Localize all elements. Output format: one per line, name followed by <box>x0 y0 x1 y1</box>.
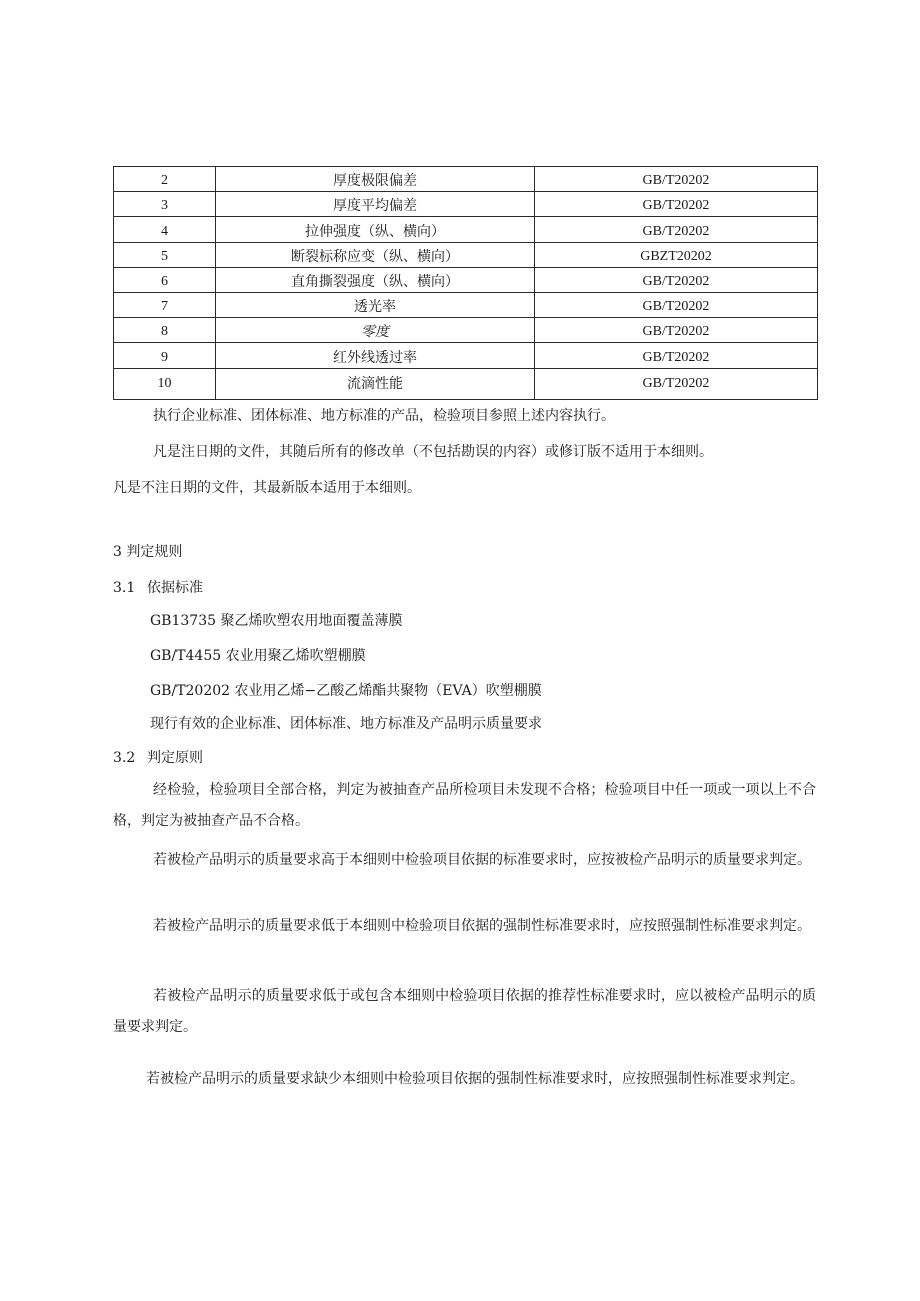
note-enterprise-standards: 执行企业标准、团体标准、地方标准的产品，检验项目参照上述内容执行。 <box>153 408 615 424</box>
section-3-heading: 3 判定规则 <box>113 544 183 560</box>
table-row <box>114 368 818 399</box>
judgement-paragraph: 若被检产品明示的质量要求低于或包含本细则中检验项目依据的推荐性标准要求时，应以被检产品明示的质量要求判定。 <box>113 988 816 1035</box>
standard-code: GB/T20202 <box>535 368 818 399</box>
table-row <box>114 318 818 343</box>
table-row <box>114 292 818 317</box>
inspection-item: 断裂标称应变（纵、横向） <box>216 242 535 267</box>
row-number: 3 <box>114 192 216 217</box>
row-number: 5 <box>114 242 216 267</box>
standard-code: GBZT20202 <box>535 242 818 267</box>
table-row <box>114 267 818 292</box>
standard-code: GB/T20202 <box>535 192 818 217</box>
section-title: 依据标准 <box>147 580 203 596</box>
standard-gbt4455: GB/T4455 农业用聚乙烯吹塑棚膜 <box>150 648 366 664</box>
inspection-item: 流滴性能 <box>216 368 535 399</box>
inspection-item: 厚度平均偏差 <box>216 192 535 217</box>
standard-code: GB/T20202 <box>535 343 818 368</box>
row-number: 4 <box>114 217 216 242</box>
row-number: 7 <box>114 292 216 317</box>
table-row <box>114 192 818 217</box>
inspection-item: 透光率 <box>216 292 535 317</box>
table-row <box>114 343 818 368</box>
standard-code: GB/T20202 <box>535 267 818 292</box>
judgement-paragraph: 若被检产品明示的质量要求缺少本细则中检验项目依据的强制性标准要求时，应按照强制性标准要求判定。 <box>146 1071 804 1087</box>
inspection-item: 拉伸强度（纵、横向） <box>216 217 535 242</box>
row-number: 10 <box>114 368 216 399</box>
note-dated-references: 凡是注日期的文件，其随后所有的修改单（不包括勘误的内容）或修订版不适用于本细则。 <box>153 444 713 460</box>
standard-gb13735: GB13735 聚乙烯吹塑农用地面覆盖薄膜 <box>150 613 403 629</box>
section-title: 判定原则 <box>147 750 203 766</box>
table-row <box>114 242 818 267</box>
standard-code: GB/T20202 <box>535 167 818 192</box>
inspection-item: 零度 <box>216 318 535 343</box>
row-number: 9 <box>114 343 216 368</box>
table-row <box>114 217 818 242</box>
row-number: 6 <box>114 267 216 292</box>
inspection-item: 直角撕裂强度（纵、横向） <box>216 267 535 292</box>
inspection-items-table <box>113 166 818 400</box>
section-number: 3.1 <box>113 580 136 596</box>
standard-code: GB/T20202 <box>535 217 818 242</box>
standard-code: GB/T20202 <box>535 292 818 317</box>
standard-enterprise: 现行有效的企业标准、团体标准、地方标准及产品明示质量要求 <box>150 716 542 732</box>
row-number: 8 <box>114 318 216 343</box>
inspection-item: 红外线透过率 <box>216 343 535 368</box>
judgement-paragraph: 若被检产品明示的质量要求低于本细则中检验项目依据的强制性标准要求时，应按照强制性标准要求判定。 <box>153 918 811 934</box>
section-3-2-heading <box>113 748 203 768</box>
judgement-paragraph: 若被检产品明示的质量要求高于本细则中检验项目依据的标准要求时，应按被检产品明示的质量要求判定。 <box>153 852 811 868</box>
table-row <box>114 167 818 192</box>
section-3-1-heading <box>113 578 203 598</box>
row-number: 2 <box>114 167 216 192</box>
standard-code: GB/T20202 <box>535 318 818 343</box>
inspection-item: 厚度极限偏差 <box>216 167 535 192</box>
judgement-paragraph: 经检验，检验项目全部合格，判定为被抽查产品所检项目未发现不合格；检验项目中任一项或一项以上不合格，判定为被抽查产品不合格。 <box>113 782 816 829</box>
note-undated-references: 凡是不注日期的文件，其最新版本适用于本细则。 <box>113 480 421 496</box>
section-number: 3.2 <box>113 750 136 766</box>
standard-gbt20202: GB/T20202 农业用乙烯−乙酸乙烯酯共聚物（EVA）吹塑棚膜 <box>150 683 542 699</box>
